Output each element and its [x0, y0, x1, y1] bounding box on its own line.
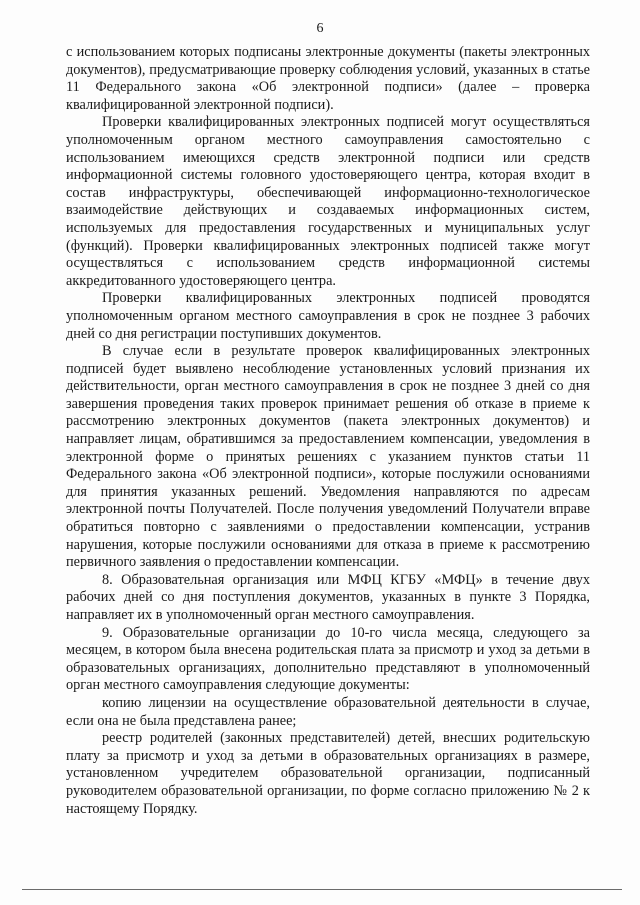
paragraph-item-9: 9. Образовательные организации до 10-го числа месяца, следующего за месяцем, в котором была внесена родительская плата за присмотр и уход за детьми в образовательных организациях, дополнительно представляют в уполномоченный орган местного самоуправления следующие документы:	[66, 624, 590, 694]
paragraph-signature-verification-methods: Проверки квалифицированных электронных подписей могут осуществляться уполномоченным органом местного самоуправления самостоятельно с использованием имеющихся средств электронной подписи или средств информационной системы головного удостоверяющего центра, которая входит в состав инфраструктуры, обеспечивающей информационно-технологическое взаимодействие действующих и создаваемых информационных систем, используемых для предоставления государственных и муниципальных услуг (функций). Проверки квалифицированных электронных подписей также могут осуществляться с использованием средств информационной системы аккредитованного удостоверяющего центра.	[66, 114, 590, 289]
paragraph-continuation: с использованием которых подписаны электронные документы (пакеты электронных документов), предусматривающие проверку соблюдения условий, указанных в статье 11 Федерального закона «Об электронной подписи» (далее – проверка квалифицированной электронной подписи).	[66, 44, 590, 113]
document-body	[66, 44, 590, 818]
bottom-divider	[22, 889, 622, 890]
paragraph-item-8: 8. Образовательная организация или МФЦ КГБУ «МФЦ» в течение двух рабочих дней со дня поступления документов, указанных в пункте 3 Порядка, направляет их в уполномоченный орган местного самоуправления.	[66, 571, 590, 623]
paragraph-parents-register: реестр родителей (законных представителей) детей, внесших родительскую плату за присмотр и уход за детьми в образовательных организациях в размере, установленном учредителем образовательной организации, подписанный руководителем образовательной организации, по форме согласно приложению № 2 к настоящему Порядку.	[66, 730, 590, 817]
page-number: 6	[316, 21, 324, 36]
paragraph-license-copy: копию лицензии на осуществление образовательной деятельности в случае, если она не была представлена ранее;	[66, 694, 590, 729]
paragraph-verification-deadline: Проверки квалифицированных электронных подписей проводятся уполномоченным органом местного самоуправления в срок не позднее 3 рабочих дней со дня регистрации поступивших документов.	[66, 290, 590, 342]
paragraph-refusal-notification: В случае если в результате проверок квалифицированных электронных подписей будет выявлено несоблюдение установленных условий признания их действительности, орган местного самоуправления в срок не позднее 3 дней со дня завершения проведения таких проверок принимает решения об отказе в приеме к рассмотрению электронных документов (пакета электронных документов) и направляет лицам, обратившимся за предоставлением компенсации, уведомления в электронной форме о принятых решениях с указанием пунктов статьи 11 Федерального закона «Об электронной подписи», которые послужили основаниями для принятия указанных решений. Уведомления направляются по адресам электронной почты Получателей. После получения уведомлений Получатели вправе обратиться повторно с заявлениями о предоставлении компенсации, устранив нарушения, которые послужили основаниями для отказа в приеме к рассмотрению первичного заявления о предоставлении компенсации.	[66, 343, 590, 571]
